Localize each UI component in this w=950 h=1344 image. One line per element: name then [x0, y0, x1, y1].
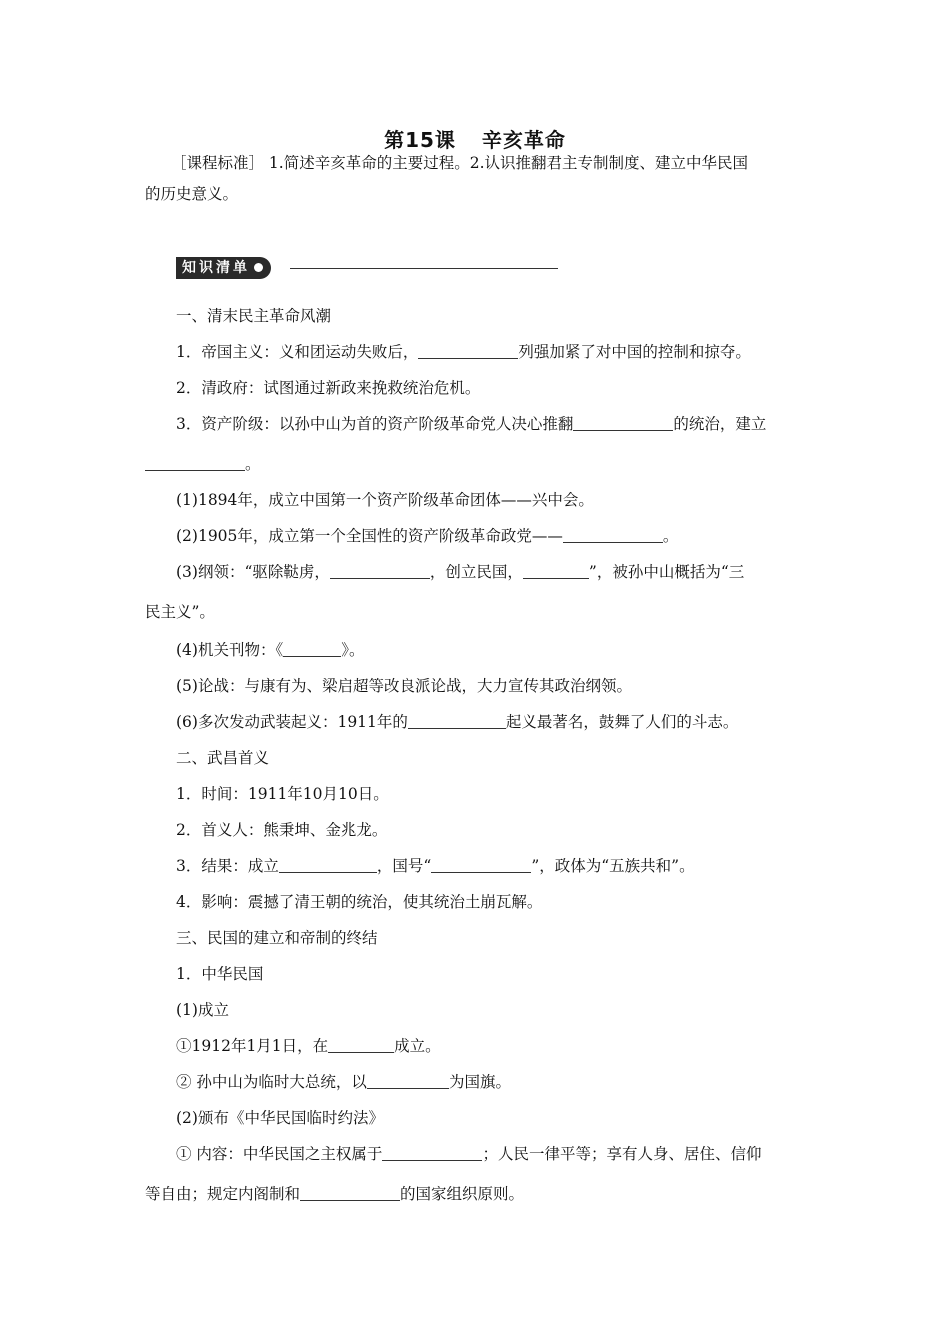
text-line: 1．中华民国 [176, 965, 264, 983]
fill-blank[interactable] [279, 857, 377, 874]
fill-blank[interactable] [431, 857, 531, 874]
fill-blank[interactable] [382, 1145, 482, 1162]
text-line: (3)纲领：“驱除鞑虏， ，创立民国， ”，被孙中山概括为“三 [176, 563, 745, 581]
text-line: 2．首义人：熊秉坤、金兆龙。 [176, 821, 388, 839]
text-line: (4)机关刊物：《 》。 [176, 641, 365, 659]
text-line: 1．帝国主义：义和团运动失败后， 列强加紧了对中国的控制和掠夺。 [176, 343, 751, 361]
fill-blank[interactable] [367, 1073, 449, 1090]
text-line: 等自由；规定内阁制和 的国家组织原则。 [145, 1185, 525, 1203]
text-line: 3．资产阶级：以孙中山为首的资产阶级革命党人决心推翻 的统治，建立 [176, 415, 767, 433]
text-line: 1．时间：1911年10月10日。 [176, 785, 389, 803]
text-line: (6)多次发动武装起义：1911年的 起义最著名，鼓舞了人们的斗志。 [176, 713, 739, 731]
lesson-number: 第15课 [384, 128, 456, 152]
text-line: ① 内容：中华民国之主权属于 ；人民一律平等；享有人身、居住、信仰 [176, 1145, 762, 1163]
fill-blank[interactable] [563, 527, 663, 544]
text-line: (5)论战：与康有为、梁启超等改良派论战，大力宣传其政治纲领。 [176, 677, 632, 695]
text-line: 3．结果：成立 ，国号“ ”，政体为“五族共和”。 [176, 857, 695, 875]
fill-blank[interactable] [330, 563, 430, 580]
section-heading: 二、武昌首义 [176, 749, 270, 767]
knowledge-list-tag [176, 257, 271, 279]
fill-blank[interactable] [573, 415, 673, 432]
text-line: 。 [145, 452, 810, 474]
fill-blank[interactable] [408, 713, 506, 730]
text-line: 2．清政府：试图通过新政来挽救统治危机。 [176, 379, 481, 397]
divider-line [290, 268, 558, 269]
fill-blank[interactable] [283, 641, 341, 658]
text-line: 民主义”。 [145, 603, 215, 621]
text-line: (2)1905年，成立第一个全国性的资产阶级革命政党—— 。 [176, 527, 679, 545]
text-line: (1)成立 [176, 1001, 229, 1019]
section-heading: 一、清末民主革命风潮 [176, 307, 332, 325]
text-line: (2)颁布《中华民国临时约法》 [176, 1109, 384, 1127]
lesson-name: 辛亥革命 [481, 128, 566, 152]
fill-blank[interactable] [145, 455, 245, 472]
text-line: 4．影响：震撼了清王朝的统治，使其统治土崩瓦解。 [176, 893, 543, 911]
text-line: ①1912年1月1日，在 成立。 [176, 1037, 441, 1055]
course-standard [145, 148, 810, 210]
section-heading: 三、民国的建立和帝制的终结 [176, 929, 378, 947]
text-line: ② 孙中山为临时大总统，以 为国旗。 [176, 1073, 511, 1091]
text-line: (1)1894年，成立中国第一个资产阶级革命团体——兴中会。 [176, 491, 594, 509]
fill-blank[interactable] [418, 343, 518, 360]
bullet-dot-icon [254, 263, 263, 272]
course-standard-line-2: 的历史意义。 [145, 185, 239, 203]
fill-blank[interactable] [328, 1037, 394, 1054]
fill-blank[interactable] [300, 1185, 400, 1202]
knowledge-list-label: 知识清单 [182, 260, 250, 276]
course-standard-line-1: ［课程标准］ 1.简述辛亥革命的主要过程。2.认识推翻君主专制制度、建立中华民国 [171, 154, 749, 172]
fill-blank[interactable] [523, 563, 589, 580]
